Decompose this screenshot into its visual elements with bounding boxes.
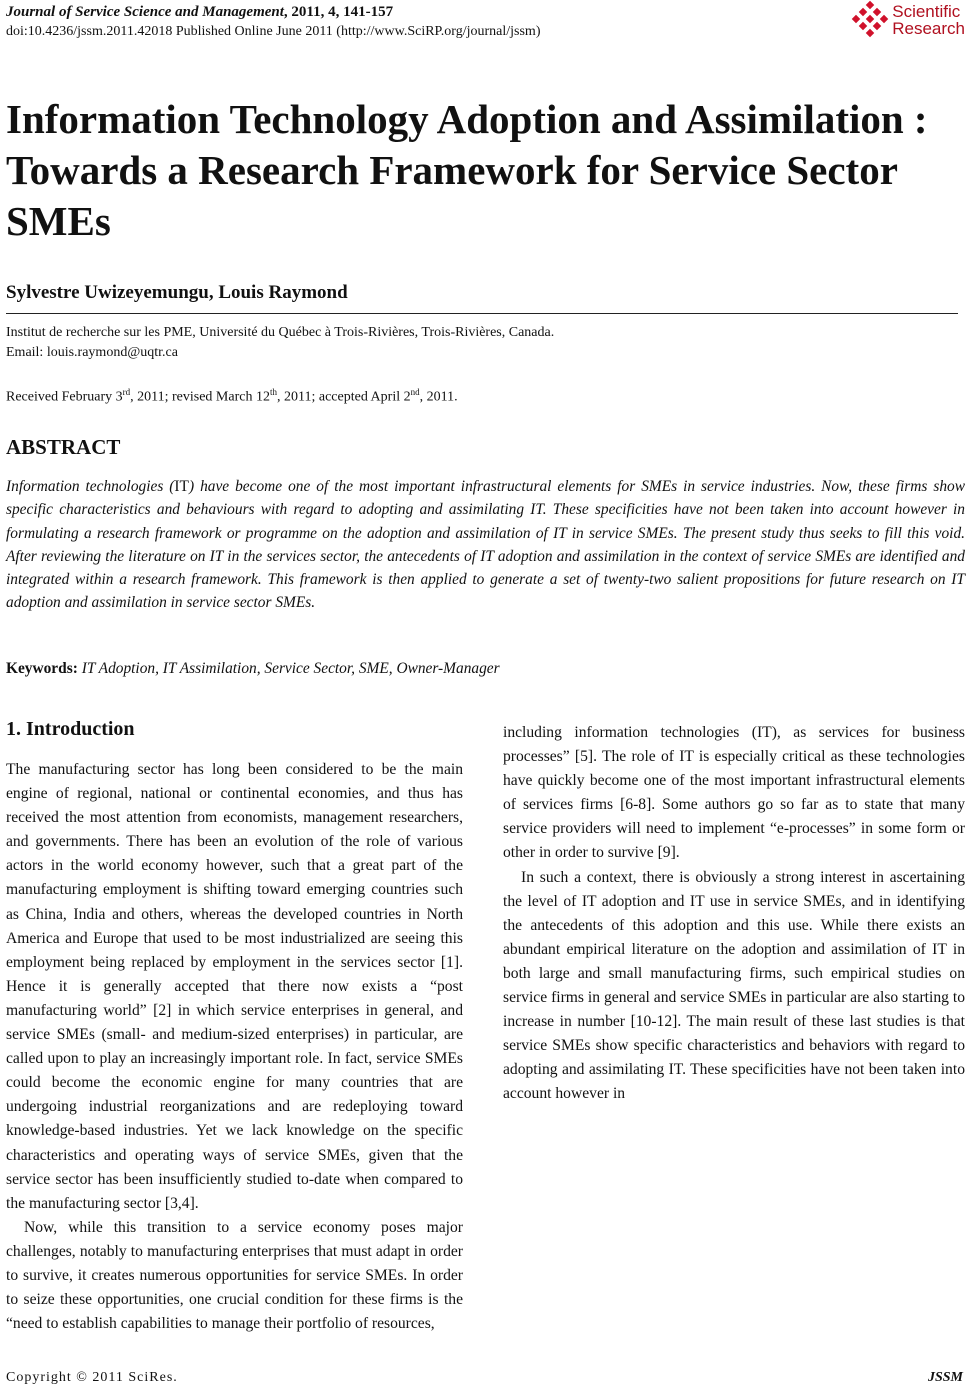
abstract-text: [6, 475, 965, 615]
journal-header: [6, 4, 393, 21]
divider: [6, 313, 958, 314]
authors: Sylvestre Uwizeyemungu, Louis Raymond: [6, 282, 348, 303]
footer-copyright: Copyright © 2011 SciRes.: [6, 1370, 178, 1385]
keywords-list: IT Adoption, IT Assimilation, Service Sector, SME, Owner-Manager: [81, 660, 500, 677]
doi-line: doi:10.4236/jssm.2011.42018 Published Online June 2011 (http://www.SciRP.org/journal/jssm): [6, 24, 541, 39]
scientific-research-logo-icon: [852, 2, 888, 38]
revised-sup: th: [269, 387, 277, 397]
intro-paragraph-1: The manufacturing sector has long been considered to be the main engine of regional, national or continental economies, and thus has received the most attention from economists, management researchers, and governments. There has been an evolution of the role of various actors in the world economy however, such that a great part of the manufacturing employment is shifting toward emerging countries such as China, India and others, whereas the developed countries in North America and Europe that used to be most industrialized are seeing this employment being replaced by employment in the services sector [1]. Hence it is generally accepted that there now exists a “post manufacturing world” [2] in which service enterprises in general, and service SMEs (small- and medium-sized enterprises) in particular, are called upon to play an increasingly important role. In fact, service SMEs could become the economic engine for many countries that are undergoing industrial reorganizations and are redeploying toward knowledge-based industries. Yet we lack knowledge on the specific characteristics and operating ways of service SMEs, given that the service sector has been insufficiently studied to-date when compared to the manufacturing sector [3,4].: [6, 761, 463, 1212]
intro-paragraph-2-continued: including information technologies (IT), as services for business processes” [5]. The role of IT is especially critical as these technologies have quickly become one of the most important infrastructural elements of services firms [6-8]. Some authors go so far as to state that many service providers will need to implement “e-processes” in some form or other in order to survive [9].: [503, 724, 965, 862]
logo-line-1: Scientific: [892, 2, 961, 21]
abstract-part-2: ) have become one of the most important infrastructural elements for SMEs in service industries. Now, these firms show specific characteristics and behaviours with regard to adopting and assimilating IT. These specificities have not been taken into account however in formulating a research framework or programme on the adoption and assimilation of IT in service SMEs. The present study thus seeks to fill this void. After reviewing the literature on IT in the services sector, the antecedents of IT adoption and assimilation in the context of service SMEs are identified and integrated within a research framework. This framework is then applied to generate a set of twenty-two salient propositions for future research on IT adoption and assimilation in service sector SMEs.: [6, 478, 965, 612]
received-sup: rd: [122, 387, 131, 397]
received-dates: [6, 387, 458, 406]
journal-issue: , 2011, 4, 141-157: [283, 4, 394, 20]
logo-line-2: Research: [892, 19, 965, 38]
accepted-sup: nd: [410, 387, 420, 397]
paper-title: Information Technology Adoption and Assimilation : Towards a Research Framework for Service Sector SMEs: [6, 96, 928, 244]
abstract-heading: ABSTRACT: [6, 435, 121, 459]
author-email[interactable]: Email: louis.raymond@uqtr.ca: [6, 345, 178, 360]
abstract-part-1: Information technologies (: [6, 478, 175, 495]
logo-text: [892, 3, 965, 37]
keywords-label: Keywords: [6, 660, 73, 677]
accepted-text: , 2011; accepted April 2: [276, 389, 411, 405]
keywords: [6, 660, 500, 678]
publisher-logo: [852, 2, 965, 38]
received-text: Received February 3: [6, 389, 123, 405]
revised-text: , 2011; revised March 12: [130, 389, 270, 405]
journal-name: Journal of Service Science and Management: [6, 4, 284, 20]
footer-journal-abbr: JSSM: [927, 1370, 963, 1385]
keywords-colon: :: [72, 660, 82, 677]
abstract-it-term: IT: [174, 478, 189, 495]
section-heading-introduction: 1. Introduction: [6, 718, 135, 740]
body-column-right: [503, 721, 965, 1107]
intro-paragraph-2: Now, while this transition to a service economy poses major challenges, notably to manufacturing enterprises that must adapt in order to survive, it creates numerous opportunities for service SMEs. In order to seize these opportunities, one crucial condition for these firms is the “need to establish capabilities to manage their portfolio of resources,: [6, 1218, 463, 1333]
affiliation: Institut de recherche sur les PME, Université du Québec à Trois-Rivières, Trois-Rivières, Canada.: [6, 325, 555, 340]
intro-paragraph-3: In such a context, there is obviously a strong interest in ascertaining the level of IT adoption and IT use in service SMEs, and in identifying the antecedents of this adoption and this use. While there exists an abundant empirical literature on the adoption and assimilation of IT in both large and small manufacturing firms, such empirical studies on service firms in general and service SMEs in particular are also starting to increase in number [10-12]. The main result of these last studies is that service SMEs show specific characteristics and behaviors with regard to adopting and assimilating IT. These specificities have not been taken into account however in: [503, 868, 965, 1103]
year-text: , 2011.: [419, 389, 458, 405]
body-column-left: [6, 758, 463, 1336]
